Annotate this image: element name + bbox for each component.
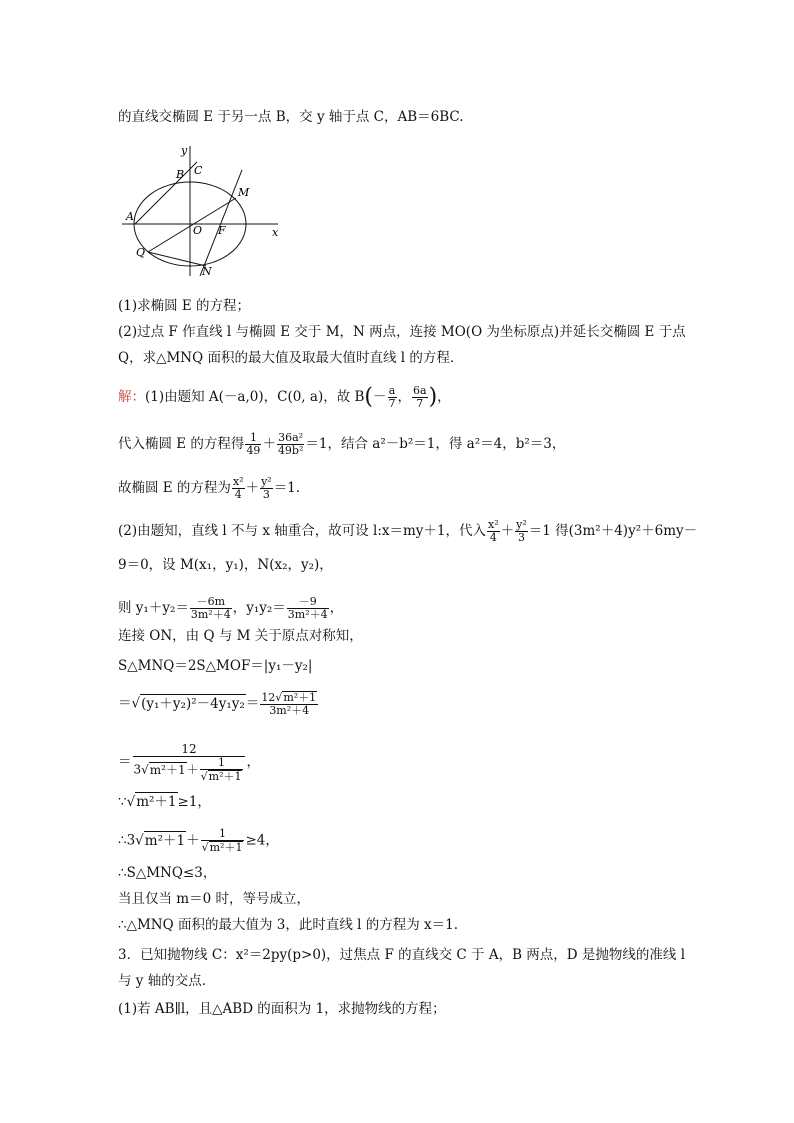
label-c: C	[194, 164, 203, 177]
label-f: F	[218, 224, 226, 237]
problem-continuation-line: 的直线交椭圆 E 于另一点 B，交 y 轴于点 C，AB＝6BC.	[118, 109, 464, 125]
solution-line-4: (2)由题知，直线 l 不与 x 轴重合，故可设 l:x＝my＋1，代入 $\frac{\text{x²}}{4}$ ＋ $\frac{\text{y²}}{3}$ ＝1 得(3m²＋4)y²＋6my－	[118, 518, 698, 544]
solution-line-3: 故椭圆 E 的方程为 $\frac{\text{x²}}{4}$ ＋ $\frac{\text{y²}}{3}$ ＝1.	[118, 475, 301, 501]
solution-label: 解：	[118, 389, 145, 405]
solution-line-1: 解：(1)由题知 A(－a,0)，C(0, a)，故 B(－ $\frac{a}{7}$ ， $\frac{6a}{7}$ )，	[118, 384, 451, 410]
solution-line-15: ∴△MNQ 面积的最大值为 3，此时直线 l 的方程为 x＝1.	[118, 917, 459, 933]
question-2-line-1: (2)过点 F 作直线 l 与椭圆 E 交于 M，N 两点，连接 MO(O 为坐标原点)并延长交椭圆 E 于点	[118, 324, 686, 340]
label-q: Q	[136, 246, 146, 259]
solution-line-9: ＝√(y₁＋y₂)²－4y₁y₂＝ $\frac{\text{12√m²＋1}}{\text{3m²＋4}}$	[118, 691, 317, 717]
solution-line-11: ∵√m²＋1≥1，	[118, 794, 211, 810]
label-o: O	[193, 224, 203, 237]
solution-line-13: ∴S△MNQ≤3，	[118, 865, 217, 881]
solution-line-12: ∴3√m²＋1＋ $\frac{1}{\text{√m²＋1}}$ ≥4，	[118, 827, 279, 854]
solution-line-14: 当且仅当 m＝0 时，等号成立，	[118, 891, 310, 907]
label-a: A	[126, 210, 134, 223]
solution-line-7: 连接 ON，由 Q 与 M 关于原点对称知，	[118, 628, 363, 644]
solution-line-2: 代入椭圆 E 的方程得 $\frac{1}{49}$ ＋ $\frac{\text{36a²}}{\text{49b²}}$ ＝1，结合 a²－b²＝1，得 a²＝4，b²＝3，	[118, 431, 566, 457]
solution-line-5: 9＝0，设 M(x₁，y₁)，N(x₂，y₂)，	[118, 557, 333, 573]
label-y: y	[181, 144, 188, 157]
problem-3-line-2: 与 y 轴的交点．	[118, 973, 216, 989]
label-m: M	[238, 186, 250, 199]
problem-3-line-1: 3．已知抛物线 C：x²＝2py(p>0)，过焦点 F 的直线交 C 于 A，B 两点，D 是抛物线的准线 l	[118, 947, 686, 963]
label-n: N	[202, 265, 212, 277]
label-x: x	[272, 226, 279, 239]
label-b: B	[176, 168, 185, 181]
question-1: (1)求椭圆 E 的方程；	[118, 298, 251, 314]
solution-line-10: ＝ 12 3√m²＋1＋ $\frac{1}{\text{√m²＋1}}$ ，	[118, 742, 260, 783]
question-2-line-2: Q，求△MNQ 面积的最大值及取最大值时直线 l 的方程．	[118, 350, 464, 366]
problem-3-line-3: (1)若 AB∥l，且△ABD 的面积为 1，求抛物线的方程；	[118, 1001, 446, 1017]
solution-line-6: 则 y₁＋y₂＝ $\frac{-6m}{\text{3m²＋4}}$ ，y₁y₂＝ $\frac{-9}{\text{3m²＋4}}$ ，	[118, 595, 344, 621]
ellipse-figure	[118, 142, 288, 277]
solution-line-8: S△MNQ＝2S△MOF＝|y₁－y₂|	[118, 658, 313, 674]
